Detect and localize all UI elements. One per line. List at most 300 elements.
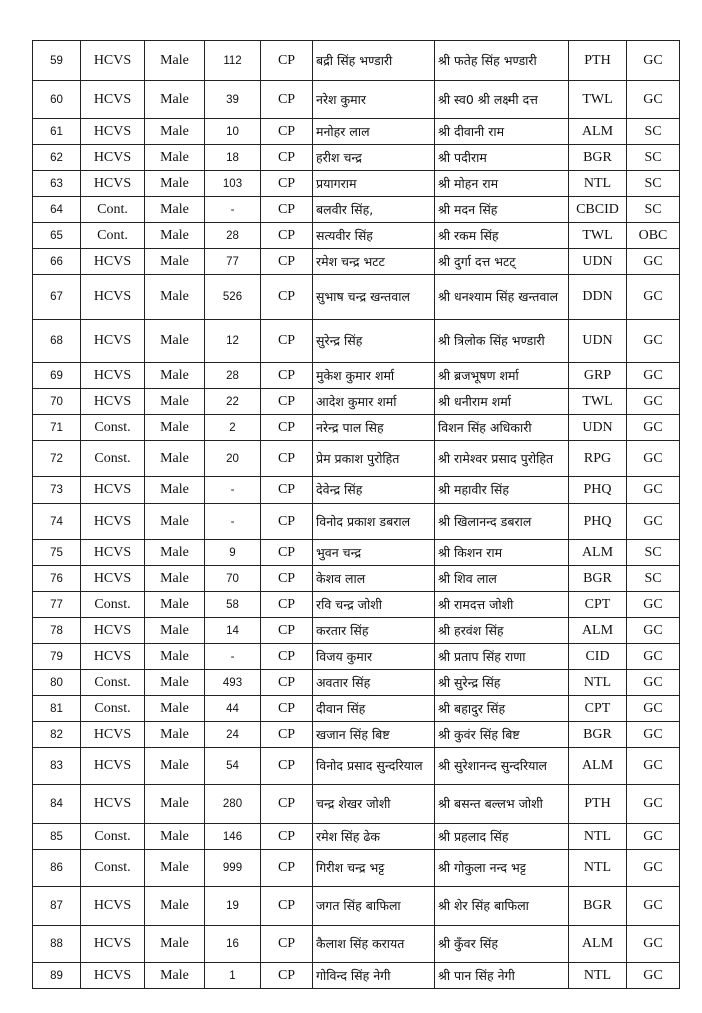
- father-name-cell: श्री पदीराम: [435, 145, 569, 171]
- employee-name-cell: करतार सिंह: [313, 618, 435, 644]
- unit-cell: NTL: [569, 171, 627, 197]
- points-cell: 9: [205, 540, 261, 566]
- unit-cell: PTH: [569, 41, 627, 81]
- category-cell: GC: [627, 824, 680, 850]
- unit-cell: UDN: [569, 320, 627, 363]
- serial-number-cell: 85: [33, 824, 81, 850]
- serial-number-cell: 59: [33, 41, 81, 81]
- employee-name-cell: रवि चन्द्र जोशी: [313, 592, 435, 618]
- rank-cell: HCVS: [81, 320, 145, 363]
- father-name-cell: श्री ब्रजभूषण शर्मा: [435, 363, 569, 389]
- category-cell: GC: [627, 850, 680, 887]
- category-cell: GC: [627, 441, 680, 477]
- rank-cell: Cont.: [81, 223, 145, 249]
- table-row: [33, 644, 680, 670]
- points-cell: 526: [205, 275, 261, 320]
- employee-name-cell: विनोद प्रकाश डबराल: [313, 504, 435, 540]
- gender-cell: Male: [145, 41, 205, 81]
- gender-cell: Male: [145, 441, 205, 477]
- serial-number-cell: 83: [33, 748, 81, 785]
- employee-name-cell: रमेश सिंह ढेक: [313, 824, 435, 850]
- rank-cell: HCVS: [81, 504, 145, 540]
- post-cell: CP: [261, 696, 313, 722]
- post-cell: CP: [261, 670, 313, 696]
- table-row: [33, 363, 680, 389]
- points-cell: 19: [205, 887, 261, 926]
- employee-name-cell: सुरेन्द्र सिंह: [313, 320, 435, 363]
- rank-cell: HCVS: [81, 785, 145, 824]
- table-row: [33, 540, 680, 566]
- serial-number-cell: 65: [33, 223, 81, 249]
- father-name-cell: श्री रामेश्वर प्रसाद पुरोहित: [435, 441, 569, 477]
- father-name-cell: श्री बहादुर सिंह: [435, 696, 569, 722]
- father-name-cell: श्री हरवंश सिंह: [435, 618, 569, 644]
- gender-cell: Male: [145, 197, 205, 223]
- category-cell: GC: [627, 275, 680, 320]
- father-name-cell: श्री धनीराम शर्मा: [435, 389, 569, 415]
- category-cell: GC: [627, 618, 680, 644]
- gender-cell: Male: [145, 850, 205, 887]
- employee-name-cell: बद्री सिंह भण्डारी: [313, 41, 435, 81]
- employee-name-cell: गोविन्द सिंह नेगी: [313, 963, 435, 989]
- table-row: [33, 389, 680, 415]
- rank-cell: HCVS: [81, 722, 145, 748]
- rank-cell: HCVS: [81, 926, 145, 963]
- category-cell: SC: [627, 566, 680, 592]
- points-cell: 280: [205, 785, 261, 824]
- serial-number-cell: 77: [33, 592, 81, 618]
- serial-number-cell: 63: [33, 171, 81, 197]
- points-cell: 1: [205, 963, 261, 989]
- father-name-cell: श्री खिलानन्द डबराल: [435, 504, 569, 540]
- category-cell: SC: [627, 540, 680, 566]
- post-cell: CP: [261, 618, 313, 644]
- points-cell: 20: [205, 441, 261, 477]
- father-name-cell: श्री फतेह सिंह भण्डारी: [435, 41, 569, 81]
- employee-name-cell: विजय कुमार: [313, 644, 435, 670]
- post-cell: CP: [261, 540, 313, 566]
- points-cell: -: [205, 504, 261, 540]
- table-row: [33, 249, 680, 275]
- category-cell: GC: [627, 887, 680, 926]
- father-name-cell: श्री कुँवर सिंह: [435, 926, 569, 963]
- employee-name-cell: बलवीर सिंह,: [313, 197, 435, 223]
- table-row: [33, 415, 680, 441]
- points-cell: 77: [205, 249, 261, 275]
- post-cell: CP: [261, 145, 313, 171]
- table-row: [33, 824, 680, 850]
- serial-number-cell: 73: [33, 477, 81, 504]
- rank-cell: Const.: [81, 824, 145, 850]
- gender-cell: Male: [145, 275, 205, 320]
- unit-cell: PHQ: [569, 504, 627, 540]
- points-cell: 14: [205, 618, 261, 644]
- father-name-cell: श्री रामदत्त जोशी: [435, 592, 569, 618]
- table-row: [33, 618, 680, 644]
- unit-cell: ALM: [569, 926, 627, 963]
- gender-cell: Male: [145, 824, 205, 850]
- serial-number-cell: 68: [33, 320, 81, 363]
- table-row: [33, 504, 680, 540]
- serial-number-cell: 72: [33, 441, 81, 477]
- serial-number-cell: 89: [33, 963, 81, 989]
- unit-cell: RPG: [569, 441, 627, 477]
- serial-number-cell: 76: [33, 566, 81, 592]
- gender-cell: Male: [145, 592, 205, 618]
- employee-name-cell: गिरीश चन्द्र भट्ट: [313, 850, 435, 887]
- employee-name-cell: सुभाष चन्द्र खन्तवाल: [313, 275, 435, 320]
- gender-cell: Male: [145, 963, 205, 989]
- employee-name-cell: अवतार सिंह: [313, 670, 435, 696]
- gender-cell: Male: [145, 504, 205, 540]
- post-cell: CP: [261, 504, 313, 540]
- table-row: [33, 119, 680, 145]
- points-cell: 112: [205, 41, 261, 81]
- post-cell: CP: [261, 785, 313, 824]
- rank-cell: HCVS: [81, 275, 145, 320]
- serial-number-cell: 67: [33, 275, 81, 320]
- rank-cell: HCVS: [81, 887, 145, 926]
- unit-cell: ALM: [569, 618, 627, 644]
- post-cell: CP: [261, 644, 313, 670]
- unit-cell: ALM: [569, 119, 627, 145]
- category-cell: SC: [627, 197, 680, 223]
- points-cell: 28: [205, 363, 261, 389]
- unit-cell: NTL: [569, 850, 627, 887]
- rank-cell: HCVS: [81, 363, 145, 389]
- unit-cell: CID: [569, 644, 627, 670]
- post-cell: CP: [261, 389, 313, 415]
- table-row: [33, 171, 680, 197]
- rank-cell: HCVS: [81, 389, 145, 415]
- rank-cell: Const.: [81, 670, 145, 696]
- serial-number-cell: 80: [33, 670, 81, 696]
- employee-name-cell: कैलाश सिंह करायत: [313, 926, 435, 963]
- points-cell: 54: [205, 748, 261, 785]
- unit-cell: NTL: [569, 963, 627, 989]
- post-cell: CP: [261, 81, 313, 119]
- table-row: [33, 926, 680, 963]
- serial-number-cell: 75: [33, 540, 81, 566]
- points-cell: 44: [205, 696, 261, 722]
- points-cell: 58: [205, 592, 261, 618]
- points-cell: 10: [205, 119, 261, 145]
- category-cell: GC: [627, 670, 680, 696]
- post-cell: CP: [261, 249, 313, 275]
- category-cell: OBC: [627, 223, 680, 249]
- serial-number-cell: 88: [33, 926, 81, 963]
- rank-cell: HCVS: [81, 249, 145, 275]
- category-cell: GC: [627, 696, 680, 722]
- table-row: [33, 275, 680, 320]
- unit-cell: BGR: [569, 722, 627, 748]
- unit-cell: DDN: [569, 275, 627, 320]
- points-cell: 70: [205, 566, 261, 592]
- points-cell: 22: [205, 389, 261, 415]
- gender-cell: Male: [145, 644, 205, 670]
- employee-name-cell: भुवन चन्द्र: [313, 540, 435, 566]
- category-cell: GC: [627, 785, 680, 824]
- rank-cell: HCVS: [81, 145, 145, 171]
- post-cell: CP: [261, 320, 313, 363]
- points-cell: 16: [205, 926, 261, 963]
- post-cell: CP: [261, 415, 313, 441]
- serial-number-cell: 61: [33, 119, 81, 145]
- rank-cell: HCVS: [81, 618, 145, 644]
- unit-cell: CPT: [569, 696, 627, 722]
- gender-cell: Male: [145, 81, 205, 119]
- rank-cell: Const.: [81, 696, 145, 722]
- points-cell: 493: [205, 670, 261, 696]
- table-row: [33, 477, 680, 504]
- post-cell: CP: [261, 197, 313, 223]
- post-cell: CP: [261, 824, 313, 850]
- points-cell: 24: [205, 722, 261, 748]
- father-name-cell: श्री प्रहलाद सिंह: [435, 824, 569, 850]
- points-cell: 999: [205, 850, 261, 887]
- post-cell: CP: [261, 363, 313, 389]
- post-cell: CP: [261, 119, 313, 145]
- unit-cell: TWL: [569, 389, 627, 415]
- father-name-cell: श्री सुरेशानन्द सुन्दरियाल: [435, 748, 569, 785]
- points-cell: 28: [205, 223, 261, 249]
- employee-name-cell: विनोद प्रसाद सुन्दरियाल: [313, 748, 435, 785]
- category-cell: GC: [627, 748, 680, 785]
- gender-cell: Male: [145, 249, 205, 275]
- gender-cell: Male: [145, 415, 205, 441]
- serial-number-cell: 84: [33, 785, 81, 824]
- category-cell: GC: [627, 722, 680, 748]
- table-row: [33, 320, 680, 363]
- gender-cell: Male: [145, 223, 205, 249]
- gender-cell: Male: [145, 670, 205, 696]
- category-cell: GC: [627, 81, 680, 119]
- points-cell: 146: [205, 824, 261, 850]
- serial-number-cell: 69: [33, 363, 81, 389]
- category-cell: GC: [627, 644, 680, 670]
- father-name-cell: श्री स्व0 श्री लक्ष्मी दत्त: [435, 81, 569, 119]
- table-row: [33, 850, 680, 887]
- gender-cell: Male: [145, 618, 205, 644]
- father-name-cell: श्री गोकुला नन्द भट्ट: [435, 850, 569, 887]
- father-name-cell: श्री मोहन राम: [435, 171, 569, 197]
- post-cell: CP: [261, 592, 313, 618]
- employee-name-cell: मनोहर लाल: [313, 119, 435, 145]
- unit-cell: UDN: [569, 415, 627, 441]
- serial-number-cell: 64: [33, 197, 81, 223]
- rank-cell: HCVS: [81, 81, 145, 119]
- points-cell: 39: [205, 81, 261, 119]
- category-cell: SC: [627, 119, 680, 145]
- table-row: [33, 41, 680, 81]
- father-name-cell: श्री शिव लाल: [435, 566, 569, 592]
- category-cell: SC: [627, 171, 680, 197]
- gender-cell: Male: [145, 389, 205, 415]
- rank-cell: HCVS: [81, 644, 145, 670]
- father-name-cell: श्री प्रताप सिंह राणा: [435, 644, 569, 670]
- gender-cell: Male: [145, 785, 205, 824]
- gender-cell: Male: [145, 566, 205, 592]
- post-cell: CP: [261, 722, 313, 748]
- table-row: [33, 785, 680, 824]
- employee-name-cell: प्रेम प्रकाश पुरोहित: [313, 441, 435, 477]
- gender-cell: Male: [145, 477, 205, 504]
- table-row: [33, 592, 680, 618]
- father-name-cell: श्री महावीर सिंह: [435, 477, 569, 504]
- table-row: [33, 963, 680, 989]
- gender-cell: Male: [145, 696, 205, 722]
- table-row: [33, 566, 680, 592]
- post-cell: CP: [261, 850, 313, 887]
- table-row: [33, 145, 680, 171]
- rank-cell: Const.: [81, 415, 145, 441]
- category-cell: SC: [627, 145, 680, 171]
- father-name-cell: श्री किशन राम: [435, 540, 569, 566]
- employee-name-cell: जगत सिंह बाफिला: [313, 887, 435, 926]
- post-cell: CP: [261, 477, 313, 504]
- post-cell: CP: [261, 887, 313, 926]
- gender-cell: Male: [145, 119, 205, 145]
- table-row: [33, 441, 680, 477]
- gender-cell: Male: [145, 540, 205, 566]
- table-row: [33, 223, 680, 249]
- post-cell: CP: [261, 223, 313, 249]
- rank-cell: Const.: [81, 850, 145, 887]
- post-cell: CP: [261, 748, 313, 785]
- post-cell: CP: [261, 926, 313, 963]
- category-cell: GC: [627, 504, 680, 540]
- rank-cell: HCVS: [81, 566, 145, 592]
- serial-number-cell: 71: [33, 415, 81, 441]
- category-cell: GC: [627, 926, 680, 963]
- gender-cell: Male: [145, 363, 205, 389]
- employee-name-cell: दीवान सिंह: [313, 696, 435, 722]
- rank-cell: Const.: [81, 592, 145, 618]
- employee-name-cell: नरेन्द्र पाल सिह: [313, 415, 435, 441]
- unit-cell: CPT: [569, 592, 627, 618]
- category-cell: GC: [627, 320, 680, 363]
- rank-cell: HCVS: [81, 963, 145, 989]
- serial-number-cell: 78: [33, 618, 81, 644]
- serial-number-cell: 74: [33, 504, 81, 540]
- points-cell: 2: [205, 415, 261, 441]
- unit-cell: BGR: [569, 566, 627, 592]
- gender-cell: Male: [145, 171, 205, 197]
- employee-name-cell: हरीश चन्द्र: [313, 145, 435, 171]
- rank-cell: Cont.: [81, 197, 145, 223]
- employee-name-cell: नरेश कुमार: [313, 81, 435, 119]
- unit-cell: UDN: [569, 249, 627, 275]
- rank-cell: HCVS: [81, 171, 145, 197]
- unit-cell: NTL: [569, 670, 627, 696]
- employee-name-cell: रमेश चन्द्र भटट: [313, 249, 435, 275]
- employee-name-cell: प्रयागराम: [313, 171, 435, 197]
- table-row: [33, 748, 680, 785]
- points-cell: -: [205, 477, 261, 504]
- father-name-cell: श्री रकम सिंह: [435, 223, 569, 249]
- category-cell: GC: [627, 389, 680, 415]
- table-row: [33, 696, 680, 722]
- serial-number-cell: 60: [33, 81, 81, 119]
- rank-cell: Const.: [81, 441, 145, 477]
- unit-cell: GRP: [569, 363, 627, 389]
- serial-number-cell: 66: [33, 249, 81, 275]
- table-row: [33, 197, 680, 223]
- table-body: [33, 41, 680, 989]
- category-cell: GC: [627, 963, 680, 989]
- category-cell: GC: [627, 41, 680, 81]
- gender-cell: Male: [145, 926, 205, 963]
- gender-cell: Male: [145, 887, 205, 926]
- employee-name-cell: चन्द्र शेखर जोशी: [313, 785, 435, 824]
- rank-cell: HCVS: [81, 41, 145, 81]
- gender-cell: Male: [145, 145, 205, 171]
- employee-name-cell: सत्यवीर सिंह: [313, 223, 435, 249]
- father-name-cell: श्री त्रिलोक सिंह भण्डारी: [435, 320, 569, 363]
- father-name-cell: श्री मदन सिंह: [435, 197, 569, 223]
- gender-cell: Male: [145, 722, 205, 748]
- employee-name-cell: आदेश कुमार शर्मा: [313, 389, 435, 415]
- father-name-cell: श्री शेर सिंह बाफिला: [435, 887, 569, 926]
- employee-name-cell: देवेन्द्र सिंह: [313, 477, 435, 504]
- post-cell: CP: [261, 171, 313, 197]
- father-name-cell: श्री पान सिंह नेगी: [435, 963, 569, 989]
- category-cell: GC: [627, 592, 680, 618]
- unit-cell: CBCID: [569, 197, 627, 223]
- rank-cell: HCVS: [81, 477, 145, 504]
- unit-cell: NTL: [569, 824, 627, 850]
- post-cell: CP: [261, 566, 313, 592]
- category-cell: GC: [627, 415, 680, 441]
- rank-cell: HCVS: [81, 119, 145, 145]
- serial-number-cell: 82: [33, 722, 81, 748]
- employee-name-cell: खजान सिंह बिष्ट: [313, 722, 435, 748]
- father-name-cell: श्री कुवंर सिंह बिष्ट: [435, 722, 569, 748]
- unit-cell: PHQ: [569, 477, 627, 504]
- father-name-cell: श्री सुरेन्द्र सिंह: [435, 670, 569, 696]
- category-cell: GC: [627, 477, 680, 504]
- father-name-cell: श्री दीवानी राम: [435, 119, 569, 145]
- employee-name-cell: मुकेश कुमार शर्मा: [313, 363, 435, 389]
- gender-cell: Male: [145, 320, 205, 363]
- post-cell: CP: [261, 441, 313, 477]
- table-row: [33, 670, 680, 696]
- unit-cell: BGR: [569, 887, 627, 926]
- points-cell: -: [205, 644, 261, 670]
- unit-cell: ALM: [569, 748, 627, 785]
- post-cell: CP: [261, 275, 313, 320]
- unit-cell: BGR: [569, 145, 627, 171]
- father-name-cell: श्री धनश्याम सिंह खन्तवाल: [435, 275, 569, 320]
- post-cell: CP: [261, 963, 313, 989]
- category-cell: GC: [627, 249, 680, 275]
- unit-cell: TWL: [569, 81, 627, 119]
- rank-cell: HCVS: [81, 540, 145, 566]
- rank-cell: HCVS: [81, 748, 145, 785]
- post-cell: CP: [261, 41, 313, 81]
- serial-number-cell: 87: [33, 887, 81, 926]
- points-cell: 18: [205, 145, 261, 171]
- personnel-table: [32, 40, 680, 989]
- unit-cell: PTH: [569, 785, 627, 824]
- table-row: [33, 81, 680, 119]
- father-name-cell: श्री बसन्त बल्लभ जोशी: [435, 785, 569, 824]
- table-row: [33, 887, 680, 926]
- unit-cell: TWL: [569, 223, 627, 249]
- serial-number-cell: 81: [33, 696, 81, 722]
- employee-name-cell: केशव लाल: [313, 566, 435, 592]
- father-name-cell: श्री दुर्गा दत्त भटट्: [435, 249, 569, 275]
